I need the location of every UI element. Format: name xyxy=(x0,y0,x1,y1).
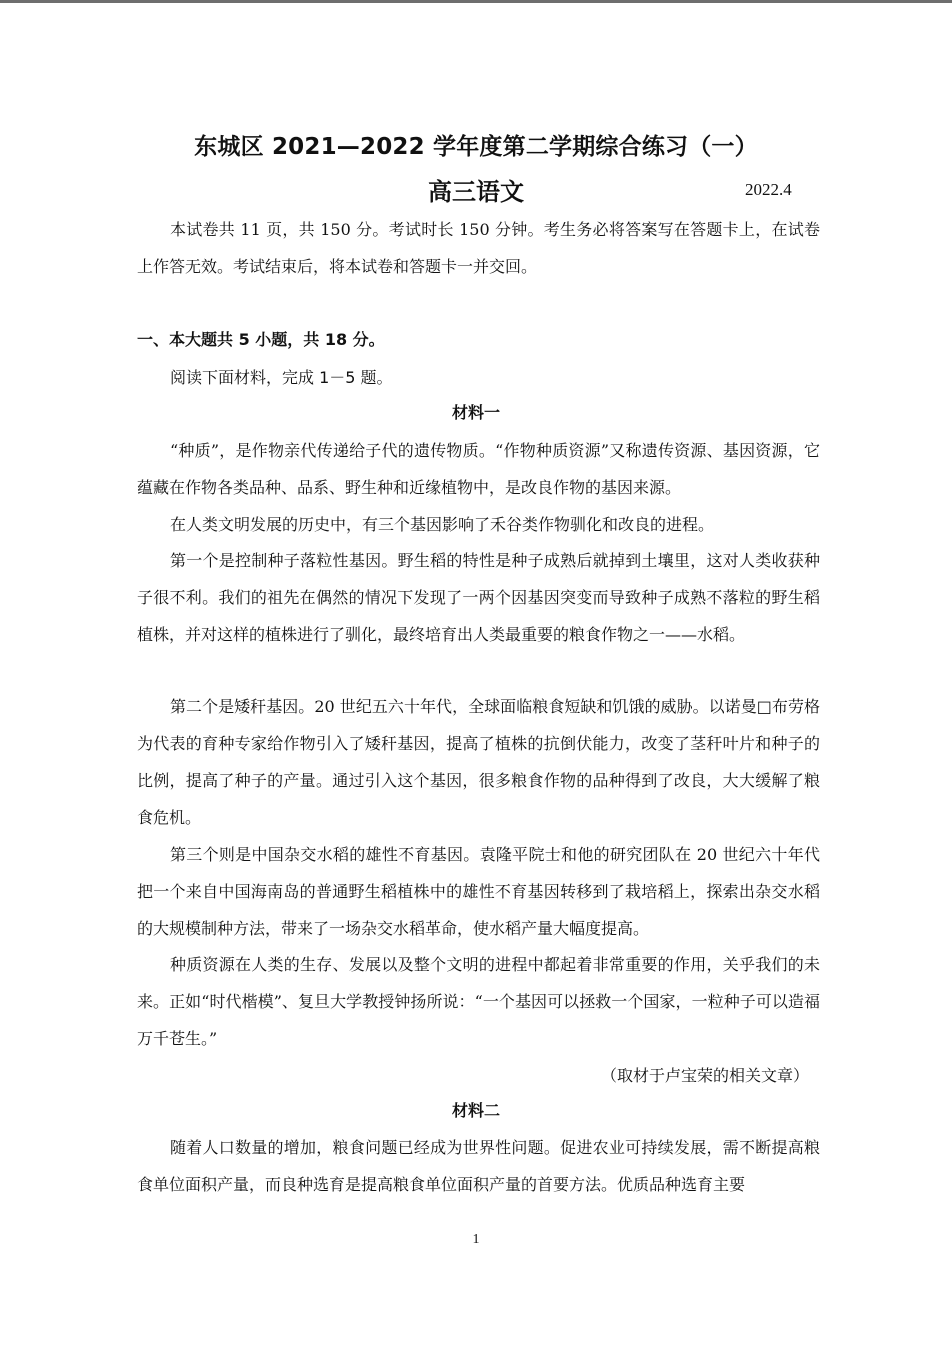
material-one-paragraph: 第三个则是中国杂交水稻的雄性不育基因。袁隆平院士和他的研究团队在 20 世纪六十年代把一个来自中国海南岛的普通野生稻植株中的雄性不育基因转移到了栽培稻上，探索出杂交水稻的大规模制种方法，带来了一场杂交水稻革命，使水稻产量大幅度提高。 xyxy=(137,845,820,938)
material-one-paragraph: 第二个是矮秆基因。20 世纪五六十年代，全球面临粮食短缺和饥饿的威胁。以诺曼□布劳格为代表的育种专家给作物引入了矮秆基因，提高了植株的抗倒伏能力，改变了茎秆叶片和种子的比例，提高了种子的产量。通过引入这个基因，很多粮食作物的品种得到了改良，大大缓解了粮食危机。 xyxy=(137,697,820,827)
material-one-paragraph: “种质”，是作物亲代传递给子代的遗传物质。“作物种质资源”又称遗传资源、基因资源，它蕴藏在作物各类品种、品系、野生种和近缘植物中，是改良作物的基因来源。 xyxy=(137,441,820,497)
subject-title: 高三语文 xyxy=(428,178,524,206)
material-two-paragraph: 随着人口数量的增加，粮食问题已经成为世界性问题。促进农业可持续发展，需不断提高粮食单位面积产量，而良种选育是提高粮食单位面积产量的首要方法。优质品种选育主要 xyxy=(137,1138,820,1194)
material-two-title: 材料二 xyxy=(451,1101,500,1120)
material-one-source: （取材于卢宝荣的相关文章） xyxy=(600,1066,809,1085)
section-heading: 一、本大题共 5 小题，共 18 分。 xyxy=(137,330,385,349)
material-one-paragraph: 第一个是控制种子落粒性基因。野生稻的特性是种子成熟后就掉到土壤里，这对人类收获种子很不利。我们的祖先在偶然的情况下发现了一两个因基因突变而导致种子成熟不落粒的野生稻植株，并对这样的植株进行了驯化，最终培育出人类最重要的粮食作物之一——水稻。 xyxy=(137,551,820,644)
material-one-paragraph: 在人类文明发展的历史中，有三个基因影响了禾谷类作物驯化和改良的进程。 xyxy=(170,515,715,534)
subtitle-row xyxy=(0,172,952,208)
exam-title: 东城区 2021—2022 学年度第二学期综合练习（一） xyxy=(194,134,758,160)
top-border xyxy=(0,0,952,3)
exam-instructions: 本试卷共 11 页，共 150 分。考试时长 150 分钟。考生务必将答案写在答题卡上，在试卷上作答无效。考试结束后，将本试卷和答题卡一并交回。 xyxy=(137,220,820,276)
exam-date: 2022.4 xyxy=(745,180,792,199)
reading-instruction: 阅读下面材料，完成 1－5 题。 xyxy=(170,368,393,387)
material-one-paragraph: 种质资源在人类的生存、发展以及整个文明的进程中都起着非常重要的作用，关乎我们的未来。正如“时代楷模”、复旦大学教授钟扬所说：“一个基因可以拯救一个国家，一粒种子可以造福万千苍生。” xyxy=(137,955,820,1048)
material-one-title: 材料一 xyxy=(451,403,500,422)
page-number: 1 xyxy=(472,1232,480,1247)
